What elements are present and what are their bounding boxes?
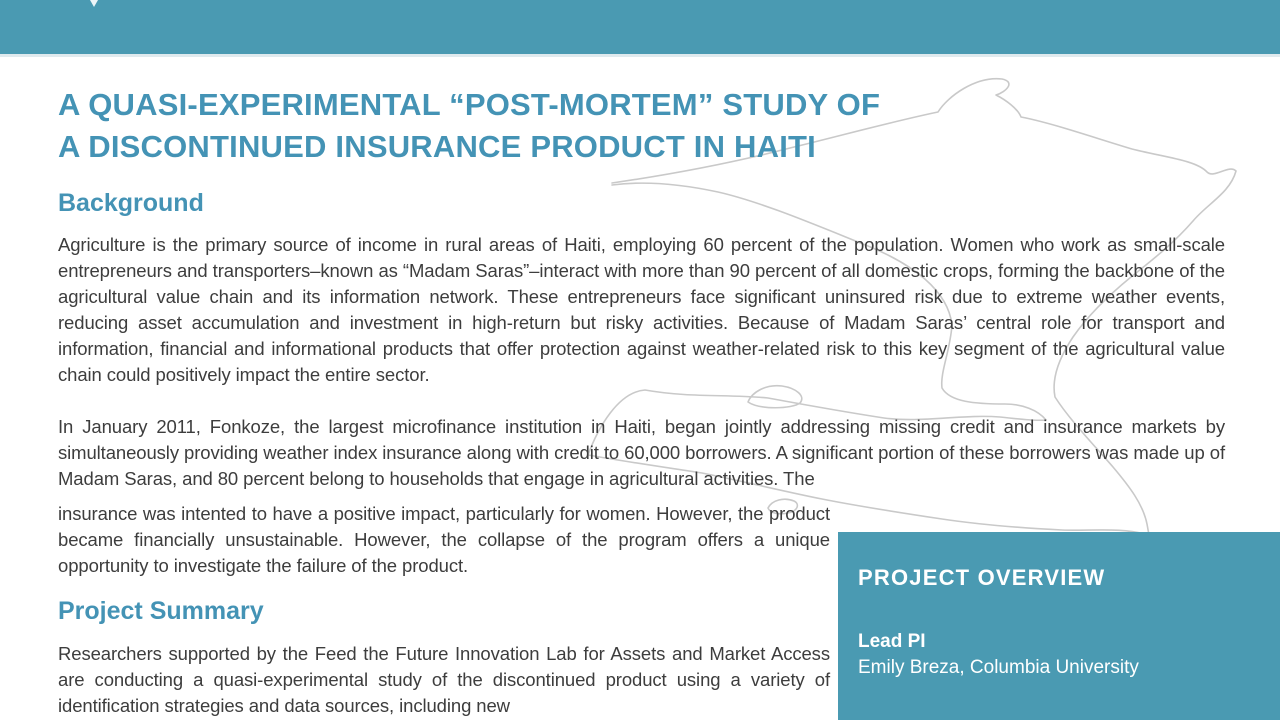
project-summary-paragraph: Researchers supported by the Feed the Future Innovation Lab for Assets and Market Access are conducting a quasi-experimental study of the discontinued product using a variety of identification strategies and data sources, including new	[58, 643, 830, 716]
background-paragraph-1: Agriculture is the primary source of income in rural areas of Haiti, employing 60 percent of the population. Women who work as small-scale entrepreneurs and transporters–known as “Madam Saras”–interact with more than 90 percent of all domestic crops, forming the backbone of the agricultural value chain and its information network. These entrepreneurs face significant uninsured risk due to extreme weather events, reducing asset accumulation and investment in high-return but risky activities. Because of Madam Saras’ central role for transport and information, financial and informational products that offer protection against weather-related risk to this key segment of the agricultural value chain could positively impact the entire sector.	[58, 234, 1225, 385]
page-title-line1: A QUASI-EXPERIMENTAL “POST-MORTEM” STUDY OF	[58, 87, 881, 122]
background-paragraph-2-wide: In January 2011, Fonkoze, the largest microfinance institution in Haiti, began jointly addressing missing credit and insurance markets by simultaneously providing weather index insurance along with credit to 60,000 borrowers. A significant portion of these borrowers was made up of Madam Saras, and 80 percent belong to households that engage in agricultural activities. The	[58, 416, 1225, 489]
page-title	[58, 84, 1058, 168]
project-overview-panel	[838, 532, 1280, 720]
section-heading-project-summary: Project Summary	[58, 597, 264, 625]
section-heading-background: Background	[58, 189, 204, 217]
project-overview-title: PROJECT OVERVIEW	[858, 565, 1106, 590]
background-paragraph-2-narrow: insurance was intented to have a positive impact, particularly for women. However, the product became financially unsustainable. However, the collapse of the program offers a unique opportunity to investigate the failure of the product.	[58, 503, 830, 576]
lead-pi-label: Lead PI	[858, 631, 926, 652]
lead-pi-value: Emily Breza, Columbia University	[858, 657, 1139, 678]
page-title-line2: A DISCONTINUED INSURANCE PRODUCT IN HAITI	[58, 129, 816, 164]
